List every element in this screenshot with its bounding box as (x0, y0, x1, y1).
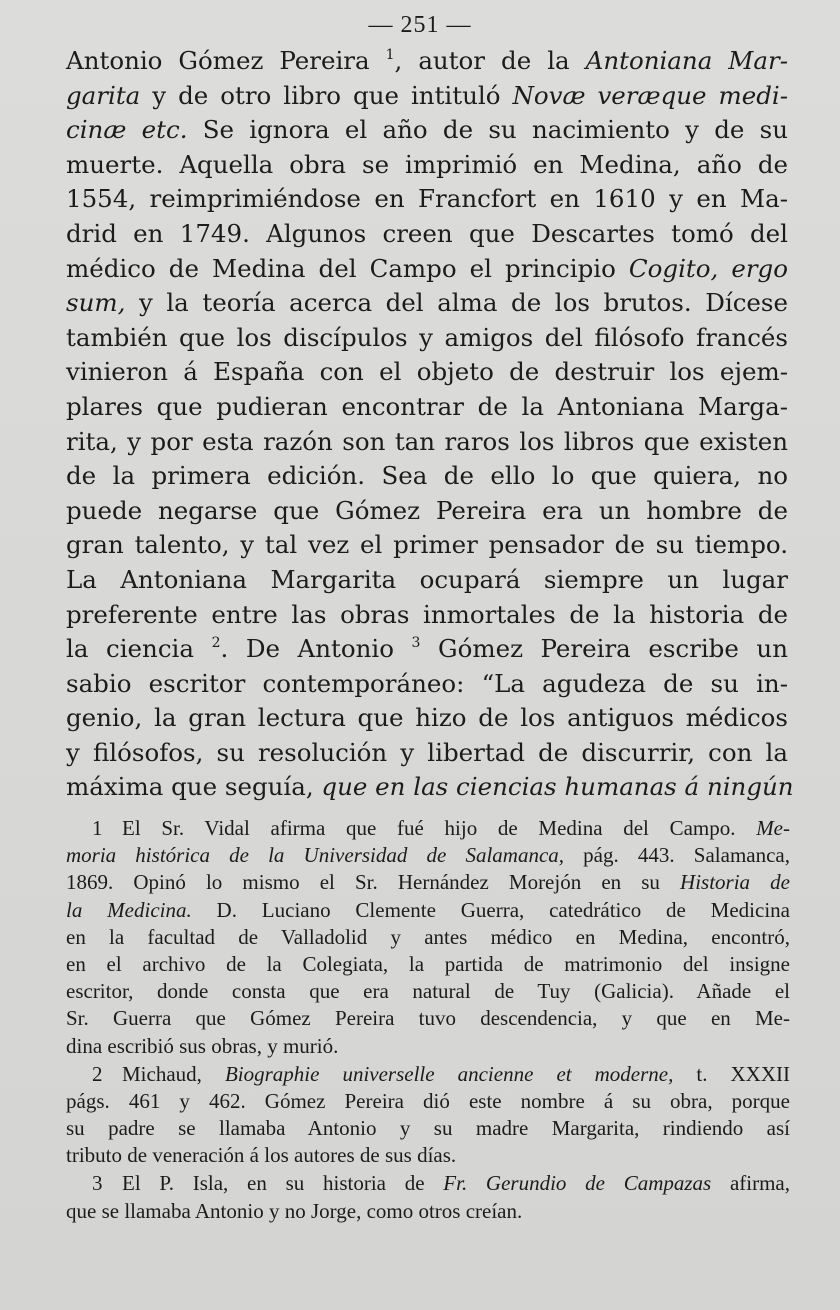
footnote-line: escritor, donde consta que era natural de Tuy (Galicia). Añade el (66, 979, 790, 1004)
text-line: drid en 1749. Algunos creen que Descartes tomó del (66, 218, 788, 248)
footnote-line: págs. 461 y 462. Gómez Pereira dió este nombre á su obra, porque (66, 1088, 790, 1113)
text-line: vinieron á España con el objeto de destruir los ejem- (66, 357, 788, 387)
footnote-number: 1 (92, 816, 103, 840)
footnotes (66, 815, 790, 1226)
text-line: genio, la gran lectura que hizo de los antiguos médicos (66, 703, 788, 733)
text-line: médico de Medina del Campo el principio Cogito, ergo (66, 253, 788, 283)
footnote-1 (66, 815, 790, 1060)
text-line: La Antoniana Margarita ocupará siempre un lugar (66, 564, 788, 594)
text-line: 1554, reimprimiéndose en Francfort en 1610 y en Ma- (66, 184, 788, 214)
footnote-line: en la facultad de Valladolid y antes médico en Medina, encontró, (66, 924, 790, 949)
text-line: muerte. Aquella obra se imprimió en Medina, año de (66, 149, 788, 179)
footnote-line: 3 El P. Isla, en su historia de Fr. Gerundio de Campazas afirma, (66, 1170, 790, 1197)
text-line: gran talento, y tal vez el primer pensador de su tiempo. (66, 530, 788, 560)
footnote-3 (66, 1170, 790, 1224)
main-text (66, 44, 794, 805)
text-line: Antonio Gómez Pereira $^1$, autor de la Antoniana Mar- (66, 46, 788, 75)
footnote-line: que se llamaba Antonio y no Jorge, como otros creían. (66, 1198, 523, 1223)
footnote-2 (66, 1061, 790, 1170)
text-line: la ciencia $^2$. De Antonio $^3$ Gómez Pereira escribe un (66, 634, 788, 664)
text-line: cinæ etc. Se ignora el año de su nacimiento y de su (66, 115, 788, 145)
text-line: sabio escritor contemporáneo: “La agudeza de su in- (66, 668, 788, 698)
footnote-number: 2 (92, 1061, 103, 1086)
footnote-line: en el archivo de la Colegiata, la partida de matrimonio del insigne (66, 951, 790, 976)
text-line: garita y de otro libro que intituló Novæ veræque medi- (66, 80, 788, 110)
text-line: preferente entre las obras inmortales de la historia de (66, 599, 788, 629)
footnote-line: 2 Michaud, Biographie universelle ancienne et moderne, t. XXXII (66, 1061, 790, 1088)
footnote-line: Sr. Guerra que Gómez Pereira tuvo descendencia, y que en Me- (66, 1006, 790, 1031)
footnote-line: tributo de veneración á los autores de sus días. (66, 1143, 457, 1168)
text-line: también que los discípulos y amigos del filósofo francés (66, 322, 788, 352)
text-line: plares que pudieran encontrar de la Antoniana Marga- (66, 391, 788, 421)
text-line: de la primera edición. Sea de ello lo que quiera, no (66, 461, 788, 491)
footnote-line: moria histórica de la Universidad de Salamanca, pág. 443. Salamanca, (66, 843, 790, 868)
text-line: y filósofos, su resolución y libertad de discurrir, con la (66, 737, 788, 767)
footnote-line: su padre se llamaba Antonio y su madre Margarita, rindiendo así (66, 1116, 790, 1141)
footnote-ref-2[interactable]: 2 (211, 635, 221, 652)
footnote-ref-3[interactable]: 3 (411, 635, 421, 652)
footnote-number: 3 (92, 1171, 103, 1196)
footnote-line: dina escribió sus obras, y murió. (66, 1033, 339, 1058)
page-number: — 251 — (368, 12, 472, 38)
footnote-line: la Medicina. D. Luciano Clemente Guerra, catedrático de Medicina (66, 897, 790, 922)
footnote-ref-1[interactable]: 1 (385, 47, 395, 63)
footnote-line: 1 El Sr. Vidal afirma que fué hijo de Medina del Campo. Me- (66, 815, 790, 842)
text-line: rita, y por esta razón son tan raros los libros que existen (66, 426, 788, 456)
text-line: máxima que seguía, que en las ciencias humanas á ningún (66, 772, 794, 802)
footnote-line: 1869. Opinó lo mismo el Sr. Hernández Morejón en su Historia de (66, 870, 790, 895)
text-line: sum, y la teoría acerca del alma de los brutos. Dícese (66, 288, 788, 318)
text-line: puede negarse que Gómez Pereira era un hombre de (66, 495, 788, 525)
